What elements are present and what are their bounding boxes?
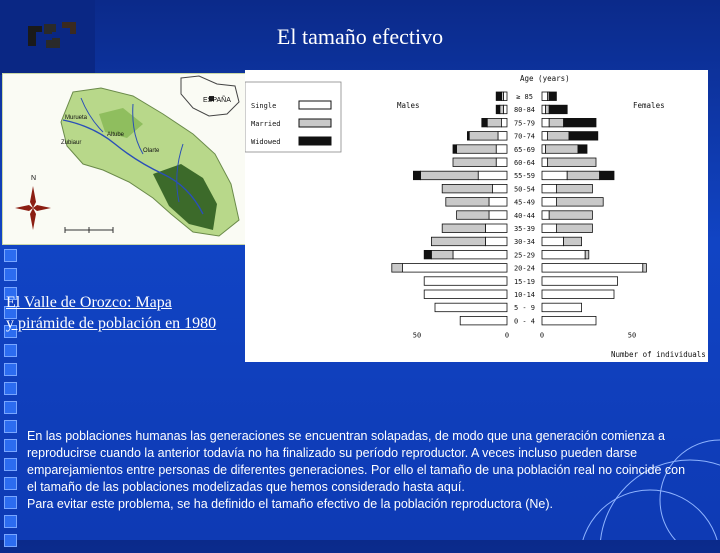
axis-label-individuals: Number of individuals (611, 350, 706, 359)
male-bar-married (431, 250, 453, 259)
female-bar-single (542, 184, 556, 193)
female-bar-single (542, 132, 547, 141)
age-tick-label: 5 - 9 (513, 304, 536, 313)
age-tick-label: 15-19 (513, 277, 536, 286)
slide-title: El tamaño efectivo (276, 24, 444, 49)
male-bar-single (496, 145, 507, 154)
female-bar-married (556, 198, 603, 207)
female-bar-single (542, 211, 549, 220)
male-bar-single (498, 132, 507, 141)
female-bar-married (585, 250, 589, 259)
male-bar-single (403, 264, 507, 273)
age-tick-label: 25-29 (513, 251, 536, 260)
male-bar-single (485, 224, 507, 233)
body-paragraph-1: En las poblaciones humanas las generaciones se encuentran solapadas, de modo que una generación comienza a reproducirse cuando la anterior todavía no ha finalizado su período reproductor. A veces incluso pueden darse emparejamientos entre personas de diferentes generaciones. Por ello el tamaño de una población real no coincide con el tamaño de las poblaciones modelizadas que hemos considerado hasta aquí. (27, 429, 686, 494)
legend-single-swatch (299, 101, 331, 109)
caption-line-1: El Valle de Orozco: Mapa (6, 294, 172, 311)
male-bar-single (503, 92, 507, 101)
female-bar-married (549, 118, 563, 127)
female-bar-single (542, 224, 556, 233)
age-tick-label: 45-49 (513, 198, 536, 207)
male-bar-widowed (496, 105, 500, 114)
map-label-espana: ESPAÑA (203, 97, 231, 104)
valley-map (2, 73, 246, 245)
x-tick-label: 50 (627, 331, 637, 340)
female-bar-widowed (600, 171, 614, 180)
male-bar-married (442, 184, 492, 193)
male-bar-single (460, 316, 507, 325)
female-bar-married (556, 184, 592, 193)
female-bar-single (542, 105, 546, 114)
male-bar-single (496, 158, 507, 167)
female-bar-single (542, 250, 585, 259)
male-bar-single (435, 303, 507, 312)
axis-label-age: Age (years) (520, 74, 570, 83)
female-bar-widowed (549, 92, 556, 101)
male-bar-married (442, 224, 485, 233)
male-bar-single (489, 198, 507, 207)
male-bar-single (453, 250, 507, 259)
female-bar-married (556, 224, 592, 233)
male-bar-married (500, 105, 504, 114)
male-bar-single (424, 290, 507, 299)
female-bar-single (542, 158, 547, 167)
female-bar-single (542, 118, 549, 127)
male-bar-married (421, 171, 479, 180)
age-tick-label: 65-69 (513, 145, 536, 154)
female-bar-single (542, 171, 567, 180)
male-bar-married (487, 118, 501, 127)
female-bar-widowed (564, 118, 596, 127)
female-bar-single (542, 290, 614, 299)
female-bar-single (542, 277, 618, 286)
x-tick-label: 0 (504, 331, 510, 340)
male-bar-widowed (482, 118, 487, 127)
decorative-squares (4, 230, 20, 553)
age-tick-label: 0 - 4 (513, 317, 536, 326)
age-tick-label: 55-59 (513, 172, 536, 181)
male-bar-married (446, 198, 489, 207)
x-tick-label: 0 (539, 331, 545, 340)
age-tick-label: 10-14 (513, 291, 536, 299)
male-bar-widowed (467, 132, 469, 141)
age-tick-label: 40-44 (513, 211, 536, 220)
female-bar-single (542, 92, 547, 101)
male-bar-married (457, 211, 489, 220)
age-tick-label: 60-64 (513, 159, 536, 167)
map-label-murueta: Murueta (65, 115, 88, 121)
female-bar-married (567, 171, 599, 180)
female-bar-widowed (569, 132, 598, 141)
female-bar-married (643, 264, 647, 273)
label-females: Females (633, 101, 665, 110)
male-bar-married (469, 132, 498, 141)
age-tick-label: 70-74 (513, 132, 536, 141)
male-bar-married (431, 237, 485, 246)
male-bar-married (453, 158, 496, 167)
body-text (27, 428, 687, 513)
population-pyramid (245, 70, 708, 362)
female-bar-single (542, 316, 596, 325)
age-tick-label: ≥ 85 (516, 93, 533, 101)
label-males: Males (397, 101, 420, 110)
age-tick-label: 75-79 (513, 119, 536, 128)
legend-widowed-swatch (299, 137, 331, 145)
legend-married-swatch (299, 119, 331, 127)
map-label-olarte: Olarte (143, 148, 160, 154)
male-bar-single (478, 171, 507, 180)
male-bar-single (485, 237, 507, 246)
male-bar-widowed (413, 171, 420, 180)
age-tick-label: 20-24 (513, 264, 536, 273)
female-bar-single (542, 198, 556, 207)
female-bar-married (547, 158, 596, 167)
male-bar-single (493, 184, 507, 193)
female-bar-married (546, 145, 578, 154)
map-caption (6, 292, 216, 334)
male-bar-widowed (453, 145, 457, 154)
age-tick-label: 35-39 (513, 225, 536, 233)
male-bar-widowed (424, 250, 431, 259)
female-bar-married (546, 105, 550, 114)
female-bar-widowed (549, 105, 567, 114)
female-bar-single (542, 264, 643, 273)
female-bar-married (547, 132, 569, 141)
pyramid-legend (245, 82, 341, 152)
legend-widowed-label: Widowed (251, 138, 281, 146)
female-bar-married (564, 237, 582, 246)
male-bar-single (424, 277, 507, 286)
male-bar-single (503, 105, 507, 114)
map-label-zubiaur: Zubiaur (61, 140, 82, 146)
female-bar-single (542, 237, 564, 246)
x-tick-label: 50 (412, 331, 422, 340)
female-bar-single (542, 145, 546, 154)
map-label-altube: Altube (107, 132, 125, 138)
male-bar-single (502, 118, 507, 127)
female-bar-widowed (578, 145, 587, 154)
map-label-north: N (31, 175, 37, 182)
legend-married-label: Married (251, 120, 281, 128)
female-bar-married (549, 211, 592, 220)
age-tick-label: 80-84 (513, 106, 536, 115)
male-bar-married (392, 264, 403, 273)
caption-line-2: y pirámide de población en 1980 (6, 315, 217, 332)
legend-single-label: Single (251, 102, 277, 110)
body-paragraph-2: Para evitar este problema, se ha definido el tamaño efectivo de la población reproductora (Ne). (27, 497, 553, 511)
age-tick-label: 30-34 (513, 238, 536, 247)
age-tick-label: 50-54 (513, 185, 536, 194)
male-bar-married (457, 145, 497, 154)
male-bar-single (489, 211, 507, 220)
female-bar-single (542, 303, 582, 312)
male-bar-widowed (496, 92, 501, 101)
